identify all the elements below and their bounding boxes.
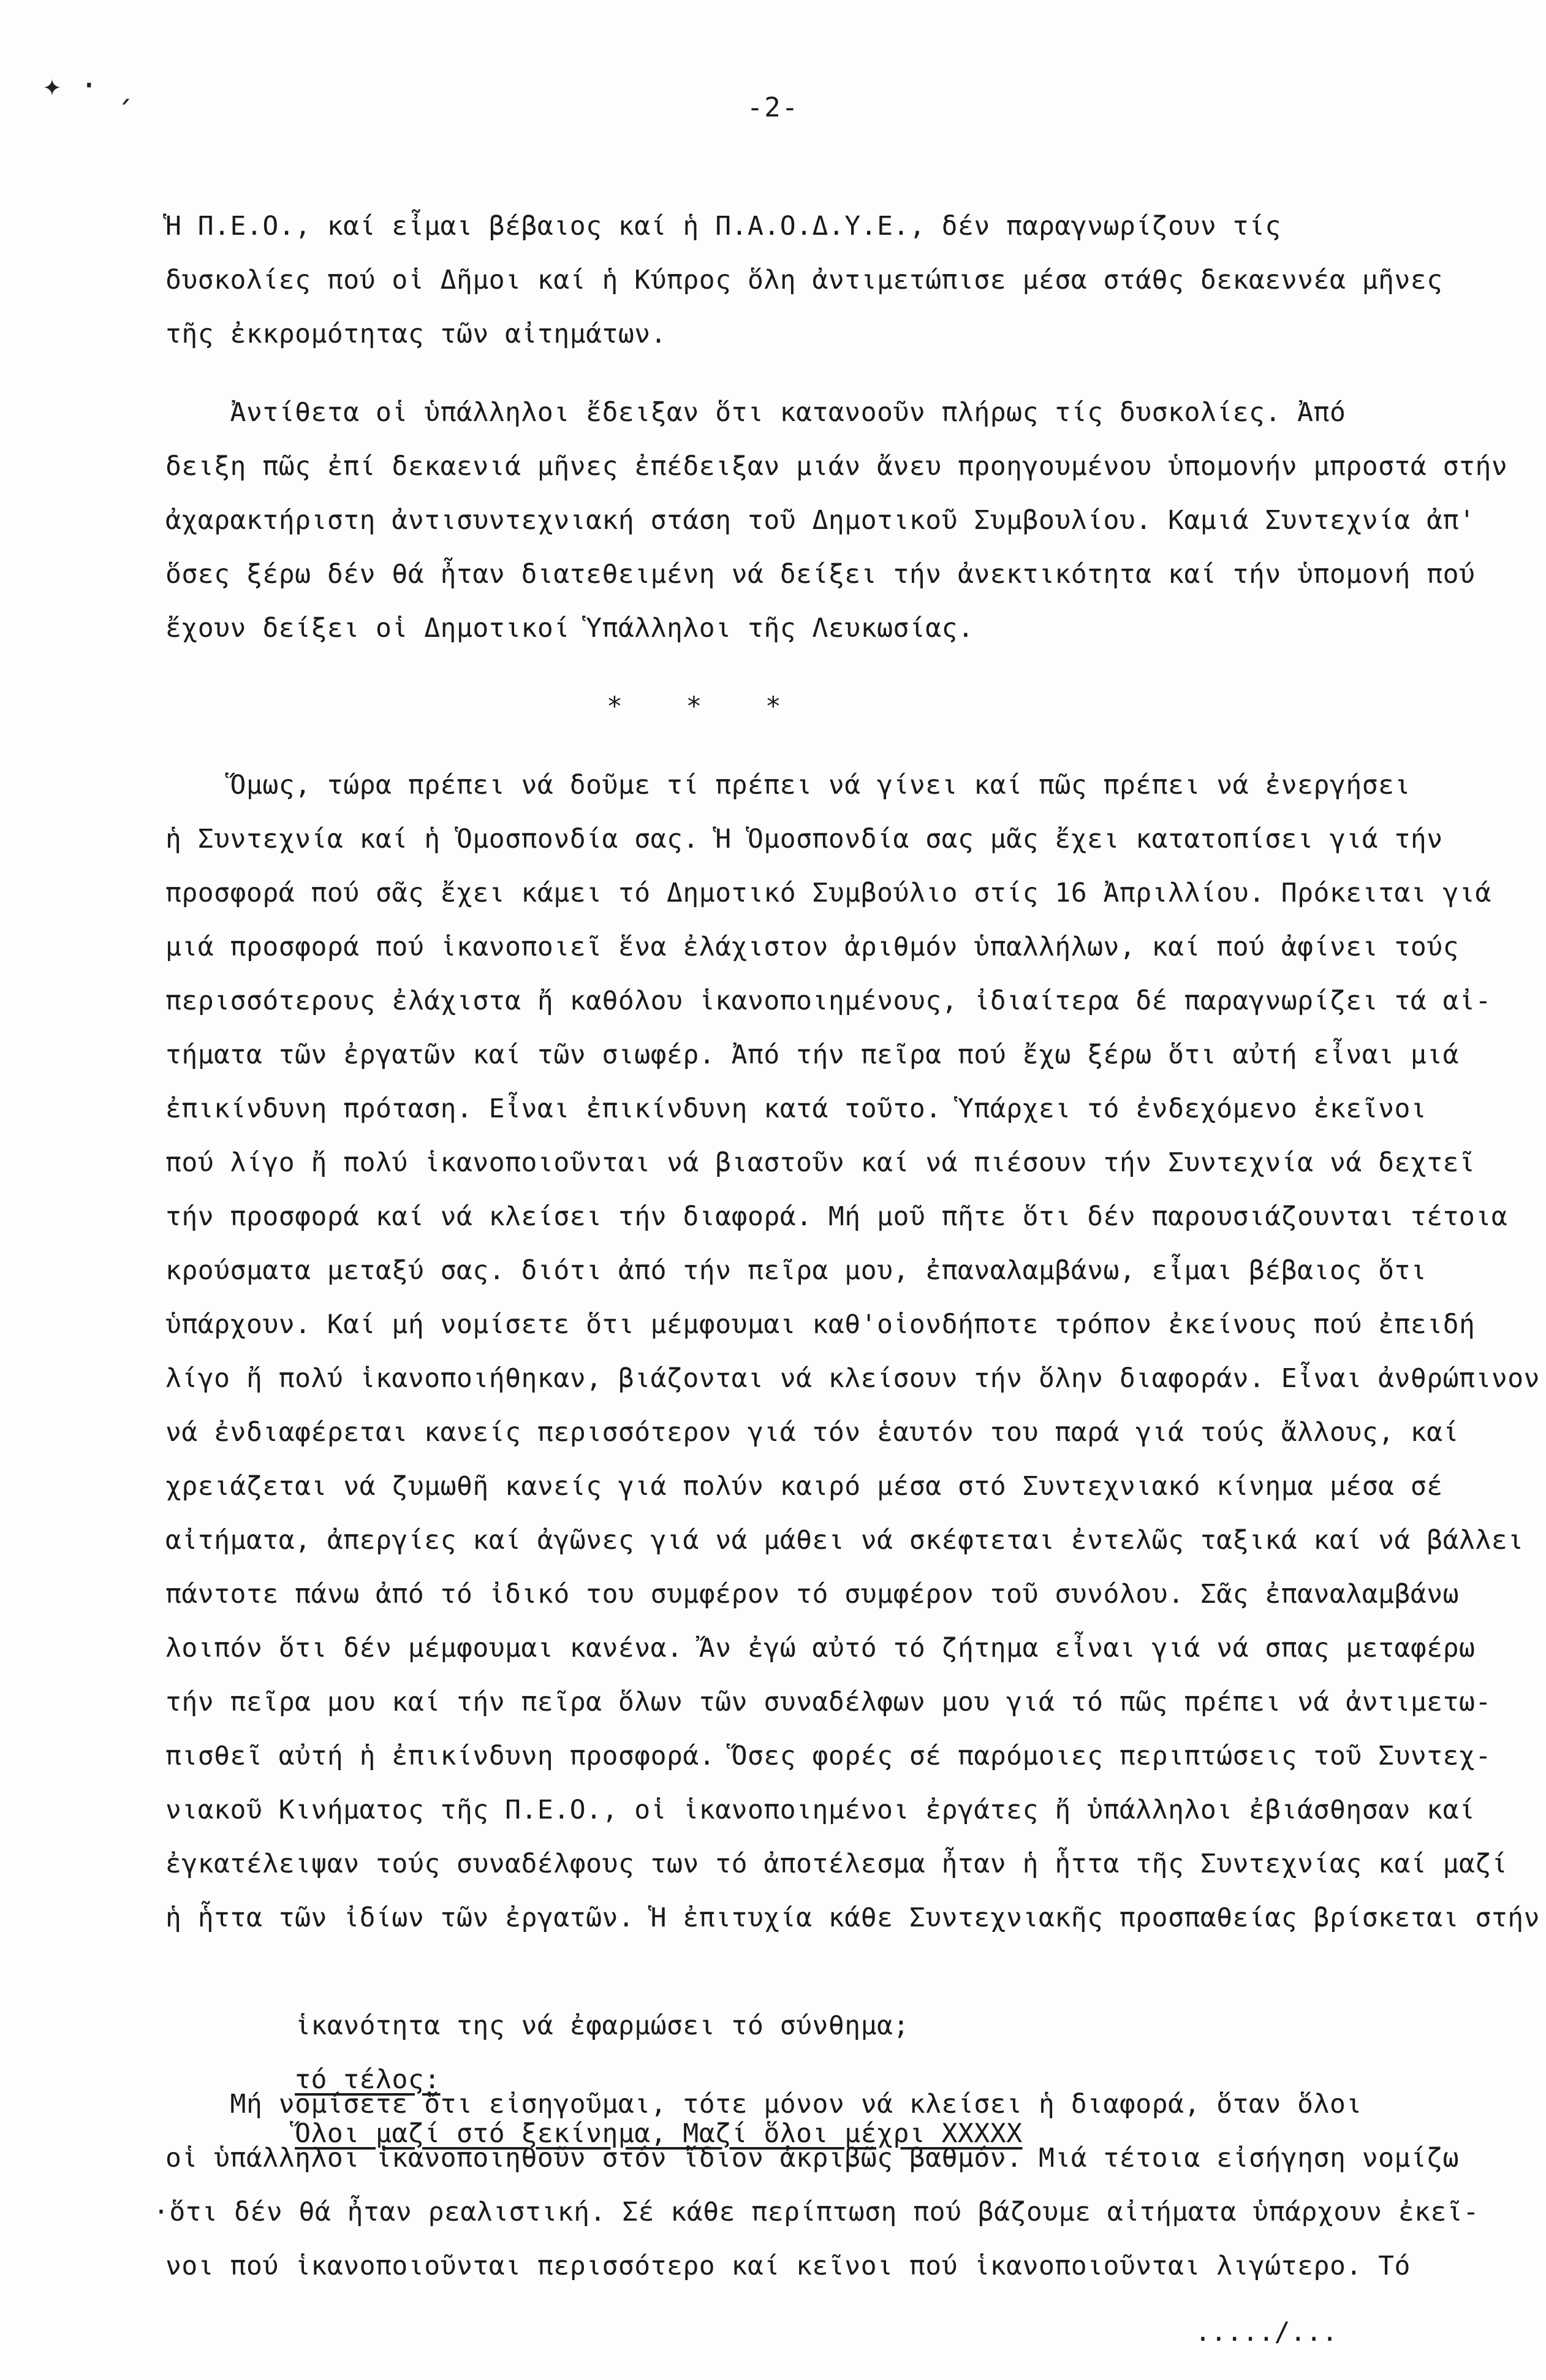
text-line: ἀχαρακτήριστη ἀντισυντεχνιακή στάση τοῦ Δημοτικοῦ Συμβουλίου. Καμιά Συντεχνία ἀπ' [165,505,1476,536]
text-line: κρούσματα μεταξύ σας. διότι ἀπό τήν πεῖρα μου, ἐπαναλαμβάνω, εἶμαι βέβαιος ὅτι [165,1255,1427,1286]
text-line: δειξη πῶς ἐπί δεκαενιά μῆνες ἐπέδειξαν μιάν ἄνευ προηγουμένου ὑπομονήν μπροστά στήν [165,451,1508,482]
slogan-underlined-end: τό τέλος: [295,2064,441,2095]
section-separator-stars: * * * [607,691,781,722]
text-line: αἰτήματα, ἀπεργίες καί ἀγῶνες γιά νά μάθει νά σκέφτεται ἐντελῶς ταξικά καί νά βάλλει [165,1525,1524,1556]
body-text [153,199,1540,2293]
text-line: ·ὅτι δέν θά ἦταν ρεαλιστική. Σέ κάθε περίπτωση πού βάζουμε αἰτήματα ὑπάρχουν ἐκεῖ- [153,2197,1479,2227]
text-line: ἔχουν δείξει οἱ Δημοτικοί Ὑπάλληλοι τῆς Λευκωσίας. [165,613,974,644]
page-continuation-mark: ...../... [1195,2317,1338,2348]
text-line: χρειάζεται νά ζυμωθῆ κανείς γιά πολύν καιρό μέσα στό Συντεχνιακό κίνημα μέσα σέ [165,1471,1443,1502]
text-line: ἐπικίνδυνη πρόταση. Εἶναι ἐπικίνδυνη κατά τοῦτο. Ὑπάρχει τό ἐνδεχόμενο ἐκεῖνοι [165,1093,1427,1124]
text-line: τήν πεῖρα μου καί τήν πεῖρα ὅλων τῶν συναδέλφων μου γιά τό πῶς πρέπει νά ἀντιμετω- [165,1687,1491,1717]
text-line: Ἡ Π.Ε.Ο., καί εἶμαι βέβαιος καί ἡ Π.Α.Ο.Δ.Υ.Ε., δέν παραγνωρίζουν τίς [165,211,1281,241]
text-line: περισσότερους ἐλάχιστα ἤ καθόλου ἱκανοποιημένους, ἰδιαίτερα δέ παραγνωρίζει τά αἰ- [165,986,1491,1016]
text-line-start: ἱκανότητα της νά ἐφαρμώσει τό σύνθημα; [295,2010,909,2041]
slogan-underlined: Ὅλοι μαζί στό ξεκίνημα, Μαζί ὅλοι μέχρι XXXXX [295,2118,1023,2149]
corner-ink-marks: ✦ · ˏ [43,67,135,103]
text-line: τῆς ἐκκρομότητας τῶν αἰτημάτων. [165,319,667,349]
text-line: νιακοῦ Κινήματος τῆς Π.Ε.Ο., οἱ ἱκανοποιημένοι ἐργάτες ἤ ὑπάλληλοι ἐβιάσθησαν καί [165,1795,1476,1825]
text-line: λοιπόν ὅτι δέν μέμφουμαι κανένα. Ἄν ἐγώ αὐτό τό ζήτημα εἶναι γιά νά σπας μεταφέρω [165,1633,1476,1663]
text-line: πισθεῖ αὐτή ἡ ἐπικίνδυνη προσφορά. Ὅσες φορές σέ παρόμοιες περιπτώσεις τοῦ Συντεχ- [165,1741,1491,1771]
text-line: τήν προσφορά καί νά κλείσει τήν διαφορά. Μή μοῦ πῆτε ὅτι δέν παρουσιάζουνται τέτοια [165,1201,1508,1232]
text-line: νοι πού ἱκανοποιοῦνται περισσότερο καί κεῖνοι πού ἱκανοποιοῦνται λιγώτερο. Τό [165,2251,1411,2281]
text-line: νά ἐνδιαφέρεται κανείς περισσότερον γιά τόν ἑαυτόν του παρά γιά τούς ἄλλους, καί [165,1417,1460,1448]
page-number: -2- [746,92,800,123]
text-line: ὑπάρχουν. Καί μή νομίσετε ὅτι μέμφουμαι καθ'οἱονδήποτε τρόπον ἐκείνους πού ἐπειδή [165,1309,1476,1340]
paragraph-1 [165,199,1520,361]
text-line: ἐγκατέλειψαν τούς συναδέλφους των τό ἀποτέλεσμα ἦταν ἡ ἧττα τῆς Συντεχνίας καί μαζί [165,1849,1508,1879]
text-line: Μή νομίσετε ὅτι εἰσηγοῦμαι, τότε μόνον νά κλείσει ἡ διαφορά, ὅταν ὅλοι [165,2089,1362,2120]
paragraph-4 [153,2077,1520,2293]
paragraph-2 [165,386,1520,655]
text-line: οἱ ὑπάλληλοι ἱκανοποιηθοῦν στόν ἴδιον ἀκριβῶς βαθμόν. Μιά τέτοια εἰσήγηση νομίζω [165,2143,1460,2173]
text-line: ἡ ἧττα τῶν ἰδίων τῶν ἐργατῶν. Ἡ ἐπιτυχία κάθε Συντεχνιακῆς προσπαθείας βρίσκεται στήν [165,1903,1540,1933]
text-line: Ὅμως, τώρα πρέπει νά δοῦμε τί πρέπει νά γίνει καί πῶς πρέπει νά ἐνεργήσει [165,770,1411,800]
text-line: μιά προσφορά πού ἱκανοποιεῖ ἕνα ἐλάχιστον ἀριθμόν ὑπαλλήλων, καί πού ἀφίνει τούς [165,932,1460,962]
text-line: τήματα τῶν ἐργατῶν καί τῶν σιωφέρ. Ἀπό τήν πεῖρα πού ἔχω ξέρω ὅτι αὐτή εἶναι μιά [165,1040,1460,1070]
text-line: δυσκολίες πού οἱ Δῆμοι καί ἡ Κύπρος ὅλη ἀντιμετώπισε μέσα στάθς δεκαεννέα μῆνες [165,265,1443,295]
text-line: ἡ Συντεχνία καί ἡ Ὁμοσπονδία σας. Ἡ Ὁμοσπονδία σας μᾶς ἔχει κατατοπίσει γιά τήν [165,824,1443,854]
text-line: Ἀντίθετα οἱ ὑπάλληλοι ἔδειξαν ὅτι κατανοοῦν πλήρως τίς δυσκολίες. Ἀπό [165,397,1346,428]
text-line: ὅσες ξέρω δέν θά ἦταν διατεθειμένη νά δείξει τήν ἀνεκτικότητα καί τήν ὑπομονή πού [165,559,1476,590]
text-line: πάντοτε πάνω ἀπό τό ἰδικό του συμφέρον τό συμφέρον τοῦ συνόλου. Σᾶς ἐπαναλαμβάνω [165,1579,1460,1610]
text-line: προσφορά πού σᾶς ἔχει κάμει τό Δημοτικό Συμβούλιο στίς 16 Ἀπριλλίου. Πρόκειται γιά [165,878,1491,908]
text-line: πού λίγο ἤ πολύ ἱκανοποιοῦνται νά βιαστοῦν καί νά πιέσουν τήν Συντεχνία νά δεχτεῖ [165,1147,1476,1178]
text-line: λίγο ἤ πολύ ἱκανοποιήθηκαν, βιάζονται νά κλείσουν τήν ὅλην διαφοράν. Εἶναι ἀνθρώπινον [165,1363,1540,1394]
